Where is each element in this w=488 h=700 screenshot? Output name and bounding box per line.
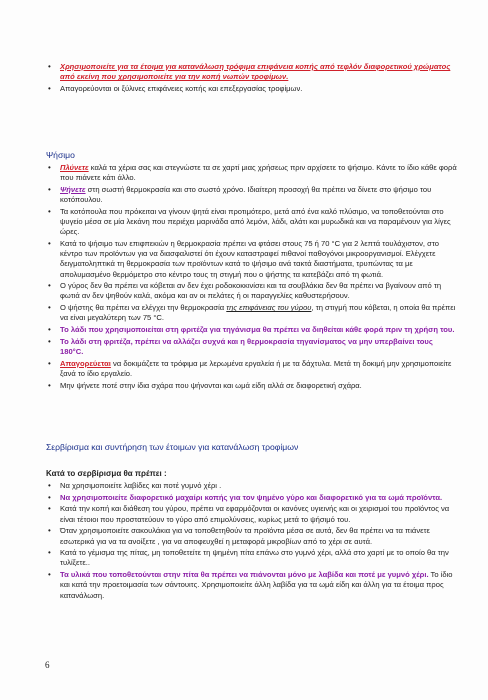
list-item-text: Κατά το ψήσιμο των επιφπεκιών η θερμοκρασία πρέπει να φτάσει στους 75 ή 70 °C για 2 λεπτά τουλάχιστον, στο κέντρο των προϊόντων για να διασφαλιστεί ότι έχουν καταστραφεί πιθανοί παθογόνοι μικροοργανισμοί. Ελέγχετε δειγματοληπτικά τη θερμοκρασία των προϊόντων κατά το ψήσιμο ανά τακτά διαστήματα, τρυπώντας τα με απολυμασμένο θερμόμετρο στο κέντρο τους τη στιγμή που ο ψήστης τα κατεβάζει από τη φωτιά. [60, 238, 439, 279]
list-item-text: Απαγορεύεται [60, 358, 111, 368]
list-item [46, 504, 458, 524]
list-item [46, 481, 458, 491]
list-item-text: Ο ψήστης θα πρέπει να ελέγχει την θερμοκρασία [60, 303, 227, 313]
list-item [46, 207, 458, 238]
bullet-icon: • [48, 62, 51, 71]
list-item-text: να δοκιμάζετε τα τρόφιμα με λερωμένα εργαλεία ή με τα δάχτυλα. Μετά τη δοκιμή μην χρησιμοποιείτε ξανά το ίδιο εργαλείο. [60, 358, 452, 378]
subheading-when-serving: Κατά το σερβίρισμα θα πρέπει : [46, 469, 167, 478]
list-item [46, 163, 458, 183]
list-item [46, 570, 458, 601]
list-item-text: Ο γύρος δεν θα πρέπει να κόβεται αν δεν έχει ροδοκοκκινίσει και τα σουβλάκια δεν θα πρέπει να βγαίνουν από τη φωτιά αν δεν ψηθούν καλά, ακόμα και αν οι πελάτες ή οι παραγγελίες καθυστερήσουν. [60, 281, 442, 301]
list-item [46, 62, 456, 82]
list-item [46, 359, 458, 379]
bullet-icon: • [48, 358, 51, 368]
bullet-icon: • [48, 570, 51, 580]
list-item-text: Να χρησιμοποιείτε λαβίδες και ποτέ γυμνό χέρι . [60, 481, 222, 490]
list-item-text: Απαγορεύονται οι ξύλινες επιφάνειες κοπής και επεξεργασίας τροφίμων. [60, 83, 303, 93]
list-item-text: Το ίδιο και κατά την προετοιμασία των σάντουιτς. Χρησιμοποιείτε άλλη λαβίδα για τα ωμά είδη και άλλη για τα έτοιμα προς κατανάλωση. [60, 570, 453, 600]
bullet-icon: • [48, 163, 51, 172]
list-item-text: Κατά το γέμισμα της πίτας, μη τοποθετείτε τη ψημένη πίτα επάνω στο γυμνό χέρι, αλλά στο χαρτί με το οποίο θα την τυλίξετε.. [60, 548, 449, 568]
list-item-text: Χρησιμοποιείτε για τα έτοιμα για κατανάλωση τρόφιμα επιφάνεια κοπής από τεφλόν διαφορετικού χρώματος από εκείνη που χρησιμοποιείτε για την κοπή νωπών τροφίμων. [60, 62, 451, 82]
list-item-text: Το λάδι στη φριτέζα, πρέπει να αλλάζει συχνά και η θερμοκρασία τηγανίσματος να μην υπερβαίνει τους 180°C. [60, 336, 433, 356]
bullet-icon: • [48, 238, 51, 248]
list-item [46, 337, 458, 357]
bullet-icon: • [48, 303, 51, 313]
list-item [46, 239, 458, 280]
list-item-text: Κατά την κοπή και διάθεση του γύρου, πρέπει να εφαρμόζονται οι κανόνες υγιεινής και οι χειρισμοί του προϊόντος να είναι τέτοιοι που προστατεύουν το γύρο από επιμολύνσεις, κυρίως μετά το ψήσιμό του. [60, 504, 450, 524]
list-item-text: Μην ψήνετε ποτέ στην ίδια σχάρα που ψήνονται και ωμά είδη αλλά σε διαφορετική σχάρα. [60, 380, 362, 390]
bullet-icon: • [48, 206, 51, 216]
bullet-icon: • [48, 526, 51, 536]
list-item [46, 325, 458, 335]
list-item [46, 281, 458, 301]
bullet-icon: • [48, 325, 51, 335]
cutting-surfaces-list [46, 62, 456, 96]
bullet-icon: • [48, 481, 51, 490]
list-item-text: της επιφάνειας του γύρου [226, 303, 312, 313]
page-number: 6 [45, 660, 50, 670]
bullet-icon: • [48, 83, 51, 93]
list-item-text: , τη στιγμή που κόβεται, η οποία θα πρέπει να είναι μεγαλύτερη των 75 °C. [60, 303, 456, 323]
bullet-icon: • [48, 548, 51, 558]
bullet-icon: • [48, 184, 51, 194]
list-item-text: Να χρησιμοποιείτε διαφορετικό μαχαίρι κοπής για τον ψημένο γύρο και διαφορετικό για τα ωμά προϊόντα. [60, 492, 443, 502]
list-item [46, 303, 458, 323]
bullet-icon: • [48, 380, 51, 390]
list-item-text: Τα κοτόπουλα που πρόκειται να γίνουν ψητά είναι προτιμότερο, μετά από ένα καλό πλύσιμο, να τοποθετούνται στο ψυγείο μέσα σε μία λεκάνη που περιέχει μαρινάδα από λεμόνι, λάδι, αλάτι και μυρωδικά και να παραμένουν για λίγες ώρες. [60, 206, 451, 237]
section-heading-grilling: Ψήσιμο [46, 150, 75, 160]
list-item [46, 526, 458, 546]
list-item [46, 548, 458, 568]
grilling-list [46, 163, 458, 392]
serving-list [46, 481, 458, 602]
list-item-text: Το λάδι που χρησιμοποιείται στη φριτέζα για τηγάνισμα θα πρέπει να διηθείται κάθε φορά πριν τη χρήση του. [60, 325, 455, 335]
list-item [46, 84, 456, 94]
list-item-text: καλά τα χέρια σας και στεγνώστε τα σε χαρτί μιας χρήσεως πριν αρχίσετε το ψήσιμο. Κάντε το ίδιο κάθε φορά που πιάνετε κάτι άλλο. [60, 163, 457, 183]
list-item-text: Ψήνετε [60, 184, 86, 194]
section-heading-serving: Σερβίρισμα και συντήρηση των έτοιμων για κατανάλωση τροφίμων [46, 442, 299, 452]
list-item [46, 493, 458, 503]
list-item-text: Όταν χρησιμοποιείτε σακουλάκια για να τοποθετηθούν τα προϊόντα μέσα σε αυτά, δεν θα πρέπει να τα πιάνετε εσωτερικά για να τα ανοίξετε , για να αποφευχθεί η μεταφορά μικροβίων από το χέρι σε αυτά. [60, 526, 430, 546]
list-item [46, 185, 458, 205]
bullet-icon: • [48, 281, 51, 291]
list-item-text: στη σωστή θερμοκρασία και στο σωστό χρόνο. Ιδιαίτερη προσοχή θα πρέπει να δίνετε στο ψήσιμο του κοτόπουλου. [60, 184, 432, 205]
list-item [46, 381, 458, 391]
bullet-icon: • [48, 492, 51, 502]
bullet-icon: • [48, 504, 51, 514]
bullet-icon: • [48, 336, 51, 346]
list-item-text: Τα υλικά που τοποθετούνται στην πίτα θα πρέπει να πιάνονται μόνο με λαβίδα και ποτέ με γυμνό χέρι. [60, 570, 429, 580]
list-item-text: Πλύνετε [60, 163, 89, 172]
